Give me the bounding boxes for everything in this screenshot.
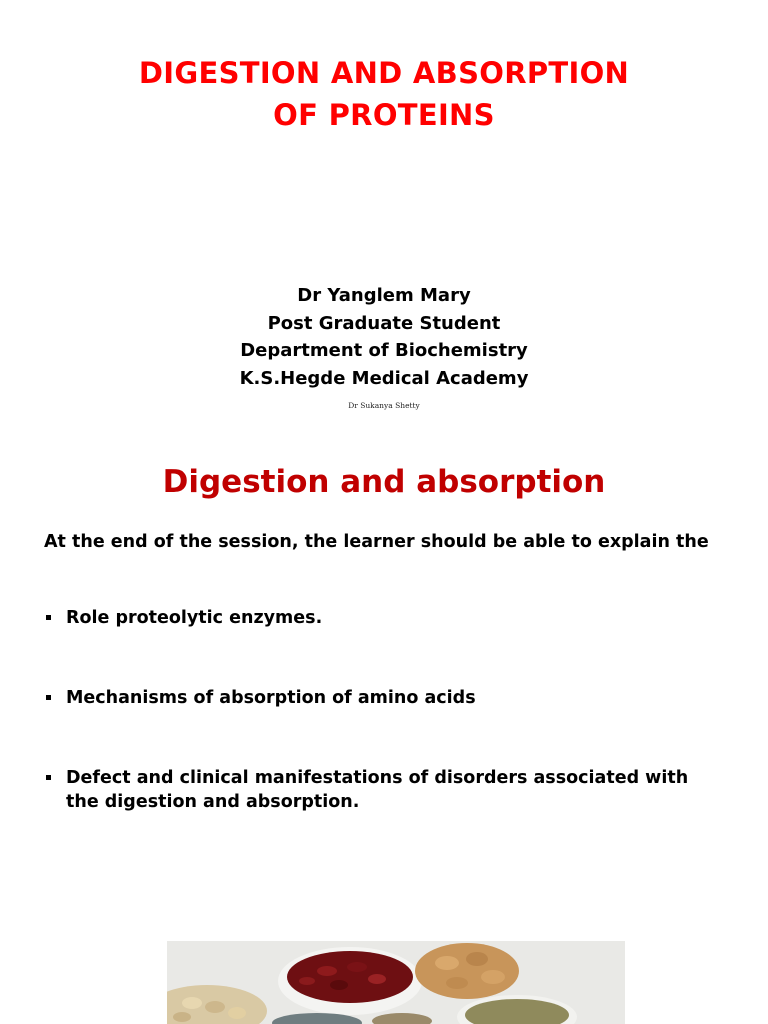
list-item-text: Role proteolytic enzymes.	[66, 608, 323, 628]
bullet-square-icon	[46, 775, 51, 780]
list-item	[44, 766, 724, 814]
section-intro: At the end of the session, the learner should be able to explain the	[44, 532, 709, 552]
protein-foods-image	[167, 941, 625, 1024]
title-line-1: DIGESTION AND ABSORPTION	[138, 56, 630, 90]
list-item	[44, 606, 724, 630]
author-department: Department of Biochemistry	[240, 340, 528, 361]
author-block	[0, 282, 768, 392]
title-line-2: OF PROTEINS	[273, 98, 495, 132]
slide-credit: Dr Sukanya Shetty	[348, 401, 420, 410]
bullet-square-icon	[46, 695, 51, 700]
author-institution: K.S.Hegde Medical Academy	[239, 367, 529, 389]
list-item-text: Mechanisms of absorption of amino acids	[66, 688, 476, 708]
author-role: Post Graduate Student	[267, 312, 501, 334]
section-heading: Digestion and absorption	[162, 464, 606, 500]
list-item	[44, 686, 724, 710]
bullet-square-icon	[46, 615, 51, 620]
protein-foods-illustration	[167, 941, 625, 1024]
list-item-text: Defect and clinical manifestations of disorders associated with the digestion and absorption.	[66, 768, 689, 812]
author-name: Dr Yanglem Mary	[297, 285, 471, 306]
page-title	[0, 52, 768, 136]
